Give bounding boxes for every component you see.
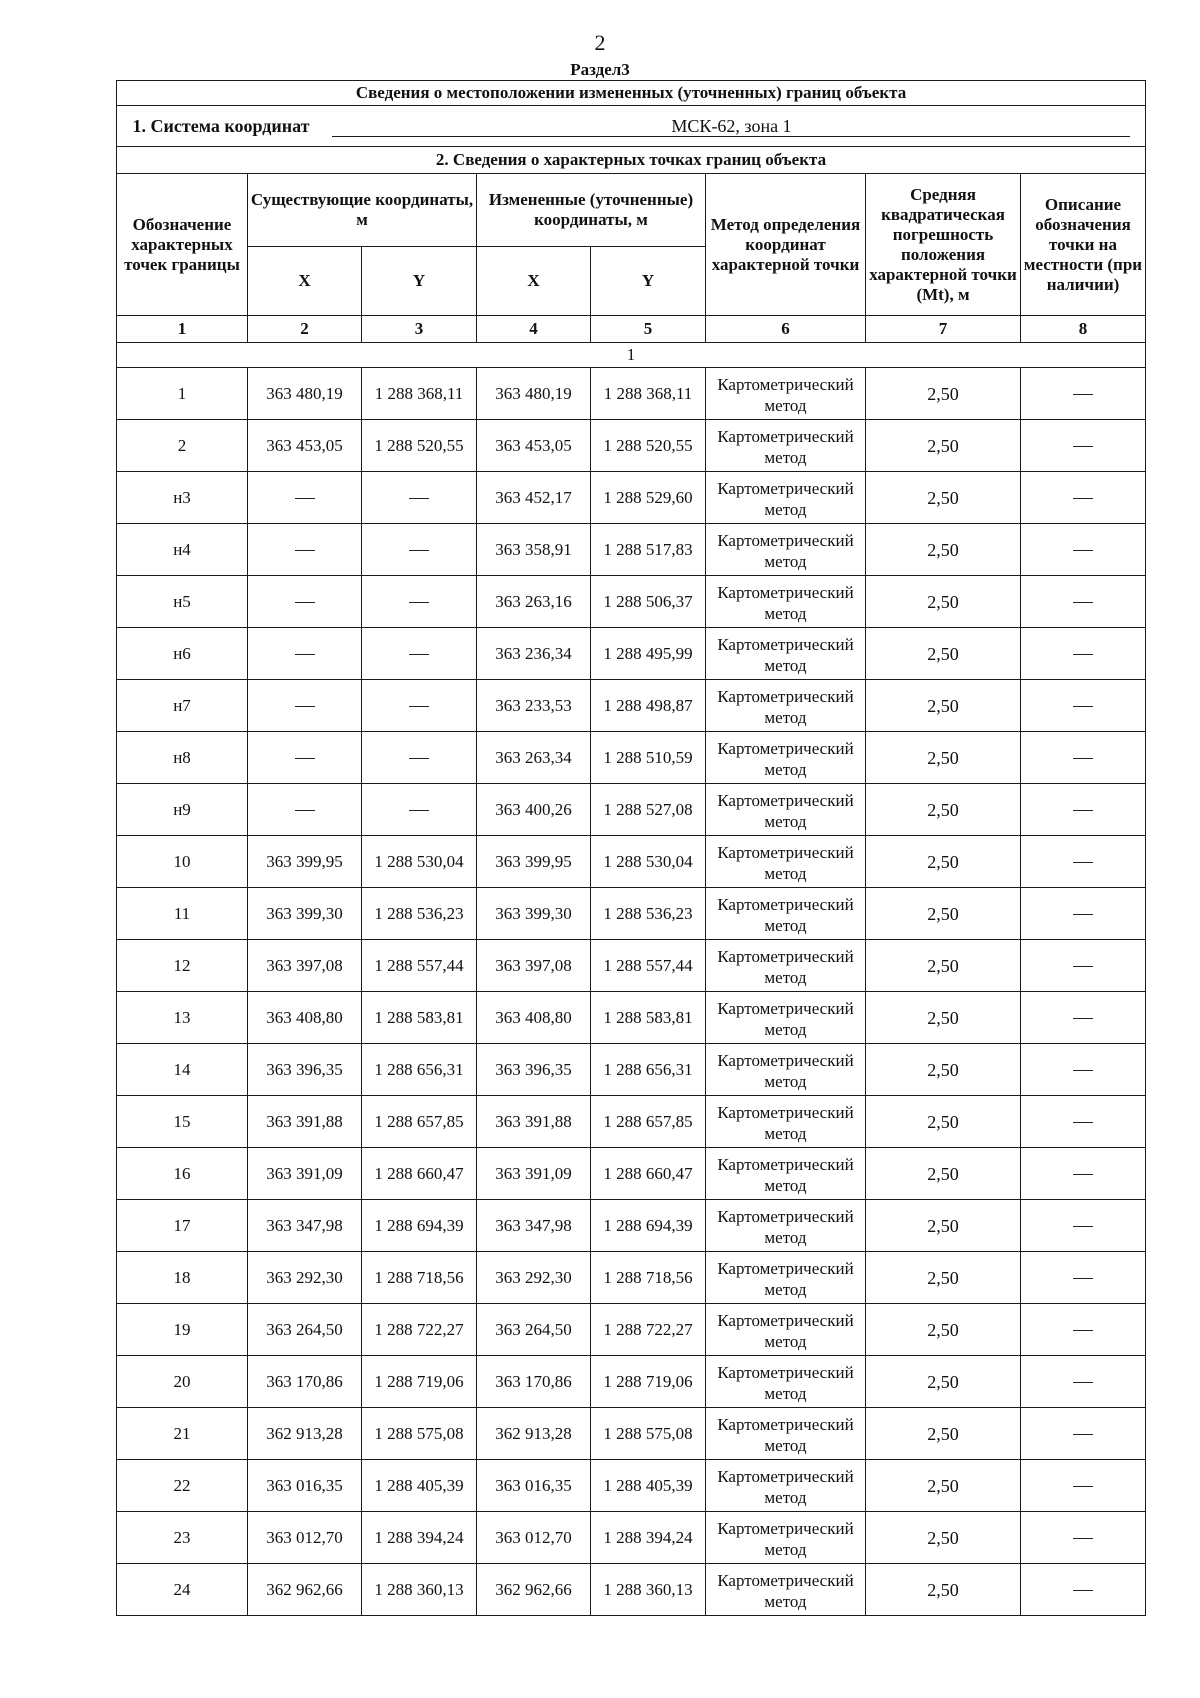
dash-placeholder — [1073, 1590, 1093, 1591]
existing-y-cell: 1 288 656,31 — [362, 1044, 477, 1096]
table-row — [117, 1356, 1146, 1408]
header-method: Метод определения координат характерной точки — [706, 174, 866, 316]
error-cell: 2,50 — [866, 1564, 1021, 1616]
point-cell: н7 — [117, 680, 248, 732]
existing-y-cell: 1 288 718,56 — [362, 1252, 477, 1304]
existing-y-cell: 1 288 557,44 — [362, 940, 477, 992]
header-changed-y: Y — [591, 247, 706, 316]
method-cell: Картометрический метод — [706, 576, 866, 628]
table-row — [117, 888, 1146, 940]
existing-y-cell — [362, 524, 477, 576]
method-cell: Картометрический метод — [706, 680, 866, 732]
point-cell: 24 — [117, 1564, 248, 1616]
description-cell — [1021, 1200, 1146, 1252]
point-cell: н6 — [117, 628, 248, 680]
changed-x-cell: 363 400,26 — [477, 784, 591, 836]
existing-x-cell: 363 399,30 — [248, 888, 362, 940]
point-cell: 23 — [117, 1512, 248, 1564]
method-cell: Картометрический метод — [706, 1252, 866, 1304]
changed-y-cell: 1 288 506,37 — [591, 576, 706, 628]
changed-y-cell: 1 288 656,31 — [591, 1044, 706, 1096]
existing-y-cell: 1 288 657,85 — [362, 1096, 477, 1148]
method-cell: Картометрический метод — [706, 888, 866, 940]
existing-y-cell: 1 288 722,27 — [362, 1304, 477, 1356]
existing-y-cell — [362, 472, 477, 524]
existing-x-cell: 363 397,08 — [248, 940, 362, 992]
method-cell: Картометрический метод — [706, 1356, 866, 1408]
changed-x-cell: 363 347,98 — [477, 1200, 591, 1252]
changed-y-cell: 1 288 557,44 — [591, 940, 706, 992]
error-cell: 2,50 — [866, 524, 1021, 576]
description-cell — [1021, 368, 1146, 420]
description-cell — [1021, 1460, 1146, 1512]
header-existing-y: Y — [362, 247, 477, 316]
error-cell: 2,50 — [866, 1356, 1021, 1408]
existing-x-cell: 363 396,35 — [248, 1044, 362, 1096]
table-row — [117, 1304, 1146, 1356]
error-cell: 2,50 — [866, 888, 1021, 940]
changed-y-cell: 1 288 722,27 — [591, 1304, 706, 1356]
dash-placeholder — [1073, 446, 1093, 447]
description-cell — [1021, 1096, 1146, 1148]
description-cell — [1021, 1044, 1146, 1096]
changed-y-cell: 1 288 529,60 — [591, 472, 706, 524]
coord-system-value: МСК-62, зона 1 — [332, 116, 1130, 137]
dash-placeholder — [295, 602, 315, 603]
point-cell: 17 — [117, 1200, 248, 1252]
existing-y-cell: 1 288 660,47 — [362, 1148, 477, 1200]
method-cell: Картометрический метод — [706, 836, 866, 888]
changed-y-cell: 1 288 536,23 — [591, 888, 706, 940]
error-cell: 2,50 — [866, 992, 1021, 1044]
method-cell: Картометрический метод — [706, 1096, 866, 1148]
dash-placeholder — [409, 810, 429, 811]
changed-x-cell: 363 170,86 — [477, 1356, 591, 1408]
method-cell: Картометрический метод — [706, 1564, 866, 1616]
dash-placeholder — [1073, 862, 1093, 863]
changed-y-cell: 1 288 718,56 — [591, 1252, 706, 1304]
error-cell: 2,50 — [866, 1304, 1021, 1356]
error-cell: 2,50 — [866, 368, 1021, 420]
table-row — [117, 1096, 1146, 1148]
dash-placeholder — [1073, 1122, 1093, 1123]
error-cell: 2,50 — [866, 472, 1021, 524]
dash-placeholder — [1073, 602, 1093, 603]
dash-placeholder — [1073, 498, 1093, 499]
point-cell: 18 — [117, 1252, 248, 1304]
point-cell: 16 — [117, 1148, 248, 1200]
table-row — [117, 732, 1146, 784]
changed-y-cell: 1 288 495,99 — [591, 628, 706, 680]
dash-placeholder — [1073, 394, 1093, 395]
column-number-6: 6 — [706, 316, 866, 343]
column-number-1: 1 — [117, 316, 248, 343]
existing-x-cell — [248, 576, 362, 628]
dash-placeholder — [295, 706, 315, 707]
description-cell — [1021, 940, 1146, 992]
method-cell: Картометрический метод — [706, 1200, 866, 1252]
changed-x-cell: 363 480,19 — [477, 368, 591, 420]
changed-x-cell: 363 452,17 — [477, 472, 591, 524]
point-cell: н5 — [117, 576, 248, 628]
table-row — [117, 680, 1146, 732]
changed-y-cell: 1 288 719,06 — [591, 1356, 706, 1408]
changed-y-cell: 1 288 517,83 — [591, 524, 706, 576]
header-description: Описание обозначения точки на местности (при наличии) — [1021, 174, 1146, 316]
section-title: Раздел3 — [570, 60, 630, 79]
table-row — [117, 1200, 1146, 1252]
existing-x-cell: 363 399,95 — [248, 836, 362, 888]
point-cell: 11 — [117, 888, 248, 940]
description-cell — [1021, 420, 1146, 472]
description-cell — [1021, 1304, 1146, 1356]
dash-placeholder — [1073, 914, 1093, 915]
error-cell: 2,50 — [866, 1148, 1021, 1200]
contour-group-label: 1 — [117, 343, 1146, 368]
dash-placeholder — [1073, 654, 1093, 655]
changed-y-cell: 1 288 368,11 — [591, 368, 706, 420]
point-cell: н3 — [117, 472, 248, 524]
error-cell: 2,50 — [866, 1512, 1021, 1564]
existing-y-cell: 1 288 368,11 — [362, 368, 477, 420]
point-cell: 1 — [117, 368, 248, 420]
column-number-7: 7 — [866, 316, 1021, 343]
table-row — [117, 1044, 1146, 1096]
dash-placeholder — [409, 654, 429, 655]
method-cell: Картометрический метод — [706, 1304, 866, 1356]
error-cell: 2,50 — [866, 784, 1021, 836]
method-cell: Картометрический метод — [706, 732, 866, 784]
table-row — [117, 420, 1146, 472]
dash-placeholder — [1073, 1330, 1093, 1331]
table-row — [117, 1512, 1146, 1564]
changed-y-cell: 1 288 583,81 — [591, 992, 706, 1044]
dash-placeholder — [1073, 758, 1093, 759]
table-row — [117, 1408, 1146, 1460]
existing-x-cell: 363 012,70 — [248, 1512, 362, 1564]
existing-y-cell: 1 288 520,55 — [362, 420, 477, 472]
point-cell: 21 — [117, 1408, 248, 1460]
changed-x-cell: 362 913,28 — [477, 1408, 591, 1460]
error-cell: 2,50 — [866, 1096, 1021, 1148]
header-error: Средняя квадратическая погрешность положения характерной точки (Mt), м — [866, 174, 1021, 316]
changed-x-cell: 363 292,30 — [477, 1252, 591, 1304]
dash-placeholder — [409, 498, 429, 499]
table-title: Сведения о местоположении измененных (уточненных) границ объекта — [117, 81, 1146, 106]
existing-x-cell: 363 391,09 — [248, 1148, 362, 1200]
table-row — [117, 368, 1146, 420]
error-cell: 2,50 — [866, 1044, 1021, 1096]
existing-x-cell: 363 453,05 — [248, 420, 362, 472]
changed-x-cell: 363 399,95 — [477, 836, 591, 888]
header-designation: Обозначение характерных точек границы — [117, 174, 248, 316]
error-cell: 2,50 — [866, 420, 1021, 472]
changed-x-cell: 363 264,50 — [477, 1304, 591, 1356]
existing-y-cell — [362, 784, 477, 836]
dash-placeholder — [295, 758, 315, 759]
changed-x-cell: 362 962,66 — [477, 1564, 591, 1616]
changed-y-cell: 1 288 405,39 — [591, 1460, 706, 1512]
description-cell — [1021, 1408, 1146, 1460]
existing-x-cell: 363 264,50 — [248, 1304, 362, 1356]
table-subtitle: 2. Сведения о характерных точках границ объекта — [117, 147, 1146, 174]
existing-y-cell: 1 288 575,08 — [362, 1408, 477, 1460]
dash-placeholder — [1073, 1538, 1093, 1539]
changed-y-cell: 1 288 527,08 — [591, 784, 706, 836]
dash-placeholder — [1073, 1174, 1093, 1175]
point-cell: 22 — [117, 1460, 248, 1512]
error-cell: 2,50 — [866, 1460, 1021, 1512]
dash-placeholder — [1073, 1278, 1093, 1279]
existing-x-cell: 362 913,28 — [248, 1408, 362, 1460]
changed-y-cell: 1 288 657,85 — [591, 1096, 706, 1148]
dash-placeholder — [1073, 810, 1093, 811]
existing-x-cell: 363 480,19 — [248, 368, 362, 420]
method-cell: Картометрический метод — [706, 472, 866, 524]
method-cell: Картометрический метод — [706, 784, 866, 836]
error-cell: 2,50 — [866, 836, 1021, 888]
existing-y-cell: 1 288 694,39 — [362, 1200, 477, 1252]
dash-placeholder — [295, 654, 315, 655]
table-row — [117, 1564, 1146, 1616]
column-number-4: 4 — [477, 316, 591, 343]
table-row — [117, 836, 1146, 888]
dash-placeholder — [1073, 550, 1093, 551]
dash-placeholder — [409, 706, 429, 707]
header-existing-coordinates: Существующие координаты, м — [248, 174, 477, 247]
changed-y-cell: 1 288 694,39 — [591, 1200, 706, 1252]
table-row — [117, 1460, 1146, 1512]
existing-x-cell — [248, 680, 362, 732]
existing-x-cell — [248, 472, 362, 524]
description-cell — [1021, 992, 1146, 1044]
changed-y-cell: 1 288 510,59 — [591, 732, 706, 784]
dash-placeholder — [1073, 1486, 1093, 1487]
changed-x-cell: 363 397,08 — [477, 940, 591, 992]
dash-placeholder — [1073, 1018, 1093, 1019]
changed-x-cell: 363 399,30 — [477, 888, 591, 940]
changed-x-cell: 363 263,16 — [477, 576, 591, 628]
error-cell: 2,50 — [866, 1200, 1021, 1252]
description-cell — [1021, 628, 1146, 680]
dash-placeholder — [1073, 1070, 1093, 1071]
method-cell: Картометрический метод — [706, 524, 866, 576]
dash-placeholder — [1073, 966, 1093, 967]
existing-y-cell — [362, 680, 477, 732]
table-row — [117, 784, 1146, 836]
method-cell: Картометрический метод — [706, 940, 866, 992]
column-number-8: 8 — [1021, 316, 1146, 343]
changed-x-cell: 363 408,80 — [477, 992, 591, 1044]
description-cell — [1021, 680, 1146, 732]
error-cell: 2,50 — [866, 1408, 1021, 1460]
existing-y-cell: 1 288 583,81 — [362, 992, 477, 1044]
table-row — [117, 524, 1146, 576]
method-cell: Картометрический метод — [706, 1044, 866, 1096]
dash-placeholder — [409, 550, 429, 551]
existing-x-cell: 363 016,35 — [248, 1460, 362, 1512]
column-number-5: 5 — [591, 316, 706, 343]
table-row — [117, 940, 1146, 992]
table-row — [117, 472, 1146, 524]
point-cell: 2 — [117, 420, 248, 472]
changed-y-cell: 1 288 360,13 — [591, 1564, 706, 1616]
description-cell — [1021, 732, 1146, 784]
dash-placeholder — [1073, 1382, 1093, 1383]
header-existing-x: X — [248, 247, 362, 316]
boundary-points-table — [116, 80, 1146, 1616]
changed-x-cell: 363 453,05 — [477, 420, 591, 472]
dash-placeholder — [1073, 706, 1093, 707]
error-cell: 2,50 — [866, 732, 1021, 784]
description-cell — [1021, 472, 1146, 524]
error-cell: 2,50 — [866, 1252, 1021, 1304]
changed-y-cell: 1 288 520,55 — [591, 420, 706, 472]
column-number-2: 2 — [248, 316, 362, 343]
page-number: 2 — [594, 30, 606, 55]
existing-x-cell — [248, 628, 362, 680]
point-cell: 15 — [117, 1096, 248, 1148]
changed-x-cell: 363 391,88 — [477, 1096, 591, 1148]
method-cell: Картометрический метод — [706, 1148, 866, 1200]
existing-y-cell — [362, 628, 477, 680]
existing-x-cell: 363 170,86 — [248, 1356, 362, 1408]
table-row — [117, 992, 1146, 1044]
changed-y-cell: 1 288 575,08 — [591, 1408, 706, 1460]
dash-placeholder — [409, 602, 429, 603]
point-cell: 19 — [117, 1304, 248, 1356]
method-cell: Картометрический метод — [706, 368, 866, 420]
existing-x-cell: 363 347,98 — [248, 1200, 362, 1252]
description-cell — [1021, 524, 1146, 576]
error-cell: 2,50 — [866, 628, 1021, 680]
existing-y-cell: 1 288 394,24 — [362, 1512, 477, 1564]
changed-x-cell: 363 233,53 — [477, 680, 591, 732]
dash-placeholder — [1073, 1434, 1093, 1435]
description-cell — [1021, 836, 1146, 888]
table-row — [117, 628, 1146, 680]
existing-x-cell — [248, 784, 362, 836]
dash-placeholder — [295, 498, 315, 499]
changed-x-cell: 363 016,35 — [477, 1460, 591, 1512]
description-cell — [1021, 1148, 1146, 1200]
method-cell: Картометрический метод — [706, 1408, 866, 1460]
error-cell: 2,50 — [866, 680, 1021, 732]
existing-y-cell: 1 288 719,06 — [362, 1356, 477, 1408]
existing-x-cell: 363 292,30 — [248, 1252, 362, 1304]
description-cell — [1021, 576, 1146, 628]
description-cell — [1021, 1252, 1146, 1304]
existing-y-cell: 1 288 405,39 — [362, 1460, 477, 1512]
existing-y-cell: 1 288 530,04 — [362, 836, 477, 888]
changed-y-cell: 1 288 530,04 — [591, 836, 706, 888]
table-row — [117, 576, 1146, 628]
dash-placeholder — [1073, 1226, 1093, 1227]
point-cell: н9 — [117, 784, 248, 836]
description-cell — [1021, 888, 1146, 940]
table-row — [117, 1252, 1146, 1304]
existing-y-cell: 1 288 360,13 — [362, 1564, 477, 1616]
header-changed-coordinates: Измененные (уточненные) координаты, м — [477, 174, 706, 247]
method-cell: Картометрический метод — [706, 420, 866, 472]
method-cell: Картометрический метод — [706, 1512, 866, 1564]
existing-x-cell: 362 962,66 — [248, 1564, 362, 1616]
coord-system-row — [117, 106, 1146, 147]
column-number-3: 3 — [362, 316, 477, 343]
changed-x-cell: 363 263,34 — [477, 732, 591, 784]
point-cell: 14 — [117, 1044, 248, 1096]
description-cell — [1021, 1564, 1146, 1616]
method-cell: Картометрический метод — [706, 992, 866, 1044]
error-cell: 2,50 — [866, 940, 1021, 992]
point-cell: 12 — [117, 940, 248, 992]
dash-placeholder — [409, 758, 429, 759]
existing-y-cell — [362, 732, 477, 784]
error-cell: 2,50 — [866, 576, 1021, 628]
method-cell: Картометрический метод — [706, 628, 866, 680]
existing-x-cell: 363 408,80 — [248, 992, 362, 1044]
changed-x-cell: 363 236,34 — [477, 628, 591, 680]
point-cell: 13 — [117, 992, 248, 1044]
method-cell: Картометрический метод — [706, 1460, 866, 1512]
changed-y-cell: 1 288 498,87 — [591, 680, 706, 732]
dash-placeholder — [295, 810, 315, 811]
description-cell — [1021, 1356, 1146, 1408]
point-cell: н4 — [117, 524, 248, 576]
existing-x-cell — [248, 524, 362, 576]
description-cell — [1021, 1512, 1146, 1564]
point-cell: 10 — [117, 836, 248, 888]
table-row — [117, 1148, 1146, 1200]
changed-x-cell: 363 391,09 — [477, 1148, 591, 1200]
point-cell: н8 — [117, 732, 248, 784]
point-cell: 20 — [117, 1356, 248, 1408]
changed-x-cell: 363 012,70 — [477, 1512, 591, 1564]
changed-y-cell: 1 288 394,24 — [591, 1512, 706, 1564]
changed-x-cell: 363 396,35 — [477, 1044, 591, 1096]
coord-system-label: 1. Система координат — [132, 115, 310, 136]
header-changed-x: X — [477, 247, 591, 316]
existing-x-cell: 363 391,88 — [248, 1096, 362, 1148]
existing-x-cell — [248, 732, 362, 784]
existing-y-cell: 1 288 536,23 — [362, 888, 477, 940]
existing-y-cell — [362, 576, 477, 628]
dash-placeholder — [295, 550, 315, 551]
changed-y-cell: 1 288 660,47 — [591, 1148, 706, 1200]
description-cell — [1021, 784, 1146, 836]
changed-x-cell: 363 358,91 — [477, 524, 591, 576]
